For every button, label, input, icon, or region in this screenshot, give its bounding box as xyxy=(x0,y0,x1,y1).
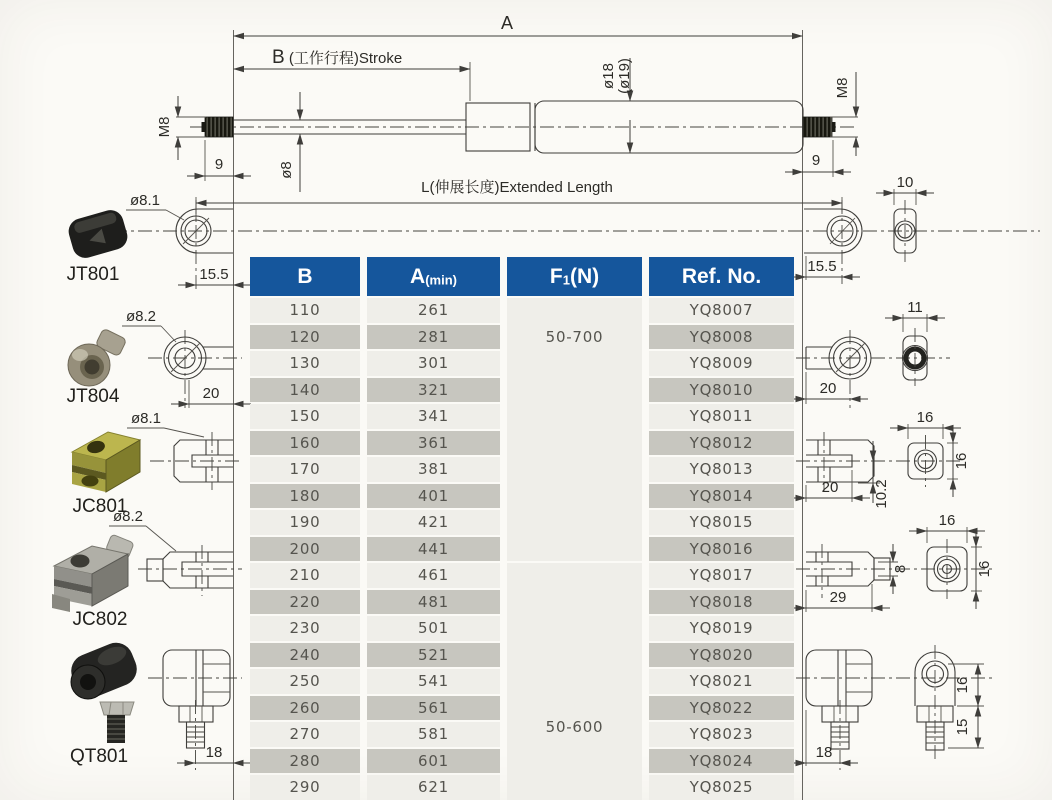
cell-length-a: 581 xyxy=(367,722,500,747)
col-header-force: F1(N) xyxy=(507,257,642,296)
cell-stroke-b: 170 xyxy=(250,457,360,482)
jt804-photo xyxy=(68,328,127,386)
cell-ref-no: YQ8009 xyxy=(649,351,794,376)
cell-stroke-b: 280 xyxy=(250,749,360,774)
ballstud-thread-len-dim: 15 xyxy=(954,718,971,736)
cell-length-a: 481 xyxy=(367,590,500,615)
col-header-ref-no: Ref. No. xyxy=(649,257,794,296)
cell-length-a: 621 xyxy=(367,775,500,800)
cell-stroke-b: 190 xyxy=(250,510,360,535)
cell-length-a: 421 xyxy=(367,510,500,535)
cell-length-a: 521 xyxy=(367,643,500,668)
clevis1-length-dim: 20 xyxy=(821,479,839,496)
clevis1-face-w-dim: 16 xyxy=(916,409,934,426)
jc801-label: JC801 xyxy=(72,496,128,517)
clevis1-end-view xyxy=(890,409,970,497)
svg-text:15.5: 15.5 xyxy=(199,266,229,283)
spec-row xyxy=(250,563,794,588)
dim-tube-dia-alt-label: (ø19) xyxy=(616,58,633,94)
jt801-hole-dia-label: ø8.1 xyxy=(129,192,161,209)
jt801-photo xyxy=(66,207,131,261)
ball-width-dim: 11 xyxy=(907,299,923,316)
col-header-stroke-b: B xyxy=(250,257,360,296)
cell-length-a: 321 xyxy=(367,378,500,403)
cell-stroke-b: 110 xyxy=(250,298,360,323)
cell-stroke-b: 140 xyxy=(250,378,360,403)
clevis1-face-h-dim: 16 xyxy=(953,452,970,470)
qt801-photo xyxy=(66,638,142,743)
spec-table-body xyxy=(250,298,794,800)
dim-thread-right-label: M8 xyxy=(834,77,851,99)
clevis2-face-h-dim: 16 xyxy=(976,560,993,578)
eyelet-length-dim: 15.5 xyxy=(807,258,837,275)
cell-stroke-b: 210 xyxy=(250,563,360,588)
thread-left xyxy=(205,117,233,137)
cell-length-a: 601 xyxy=(367,749,500,774)
jc802-hole-dia-label: ø8.2 xyxy=(112,508,144,525)
cell-length-a: 341 xyxy=(367,404,500,429)
cell-ref-no: YQ8010 xyxy=(649,378,794,403)
cell-stroke-b: 120 xyxy=(250,325,360,350)
col-header-length-a: A(min) xyxy=(367,257,500,296)
dim-thread-left-label: M8 xyxy=(156,116,173,138)
jt804-hole-dia-label: ø8.2 xyxy=(125,308,157,325)
svg-text:20: 20 xyxy=(202,385,220,402)
cell-stroke-b: 240 xyxy=(250,643,360,668)
cell-ref-no: YQ8021 xyxy=(649,669,794,694)
cell-stroke-b: 150 xyxy=(250,404,360,429)
cell-ref-no: YQ8014 xyxy=(649,484,794,509)
cell-length-a: 561 xyxy=(367,696,500,721)
cell-length-a: 541 xyxy=(367,669,500,694)
cell-stroke-b: 270 xyxy=(250,722,360,747)
cell-ref-no: YQ8016 xyxy=(649,537,794,562)
cell-length-a: 501 xyxy=(367,616,500,641)
cell-length-a: 281 xyxy=(367,325,500,350)
dim-overall-length-label: A xyxy=(500,13,514,33)
jc801-hole-dia-label: ø8.1 xyxy=(130,410,162,427)
clevis1-right-side-view xyxy=(788,432,890,509)
cell-ref-no: YQ8007 xyxy=(649,298,794,323)
cell-stroke-b: 160 xyxy=(250,431,360,456)
ballstud-body-h-dim: 16 xyxy=(954,676,971,694)
dim-extended-length-label: L(伸展长度)Extended Length xyxy=(421,179,613,196)
clevis2-length-dim: 29 xyxy=(829,589,847,606)
jc802-label: JC802 xyxy=(72,609,128,630)
ballstud-length-dim: 18 xyxy=(815,744,833,761)
cell-length-a: 441 xyxy=(367,537,500,562)
clevis1-depth-dim: 10.2 xyxy=(873,479,890,509)
thread-right xyxy=(803,117,832,137)
cell-stroke-b: 130 xyxy=(250,351,360,376)
qt801-label: QT801 xyxy=(69,746,129,767)
spec-header-row xyxy=(250,257,794,296)
cell-stroke-b: 230 xyxy=(250,616,360,641)
jt804-width-dim xyxy=(171,380,251,408)
cell-ref-no: YQ8018 xyxy=(649,590,794,615)
cell-ref-no: YQ8017 xyxy=(649,563,794,588)
clevis2-slot-dim: 8 xyxy=(892,564,909,574)
cell-stroke-b: 260 xyxy=(250,696,360,721)
eyelet-width-dim: 10 xyxy=(896,174,914,191)
cell-length-a: 401 xyxy=(367,484,500,509)
cell-length-a: 461 xyxy=(367,563,500,588)
cell-ref-no: YQ8023 xyxy=(649,722,794,747)
jt801-width-dim xyxy=(178,266,251,285)
cell-ref-no: YQ8020 xyxy=(649,643,794,668)
dim-thread-len-right-label: 9 xyxy=(811,152,821,169)
dim-stroke-label: B (工作行程)Stroke xyxy=(272,47,403,68)
cell-length-a: 381 xyxy=(367,457,500,482)
svg-text:18: 18 xyxy=(205,744,223,761)
jt804-label: JT804 xyxy=(66,386,120,407)
cell-ref-no: YQ8011 xyxy=(649,404,794,429)
gas-spring-side-view xyxy=(190,101,858,153)
cell-stroke-b: 250 xyxy=(250,669,360,694)
jc801-side-view xyxy=(127,428,233,490)
cell-length-a: 301 xyxy=(367,351,500,376)
cell-force-range: 50-600 xyxy=(507,563,642,800)
cell-length-a: 361 xyxy=(367,431,500,456)
main-drawing-dimensions xyxy=(156,13,858,222)
cell-stroke-b: 180 xyxy=(250,484,360,509)
cell-ref-no: YQ8024 xyxy=(649,749,794,774)
ballstud-front-view xyxy=(915,645,984,760)
dim-tube-dia-label: ø18 xyxy=(600,63,617,89)
dim-rod-dia-label: ø8 xyxy=(278,161,295,179)
clevis2-right-side-view xyxy=(788,544,909,612)
ball-length-dim: 20 xyxy=(819,380,837,397)
spec-row xyxy=(250,298,794,323)
clevis2-end-view xyxy=(909,512,993,609)
cell-ref-no: YQ8012 xyxy=(649,431,794,456)
jc802-photo xyxy=(52,534,134,612)
cell-length-a: 261 xyxy=(367,298,500,323)
jt801-label: JT801 xyxy=(66,264,120,285)
cell-stroke-b: 220 xyxy=(250,590,360,615)
cell-force-range: 50-700 xyxy=(507,298,642,561)
qt801-width-dim xyxy=(177,744,251,763)
eyelet-end-view xyxy=(876,174,934,262)
cell-ref-no: YQ8019 xyxy=(649,616,794,641)
cell-ref-no: YQ8022 xyxy=(649,696,794,721)
spec-table xyxy=(243,255,801,800)
cell-ref-no: YQ8013 xyxy=(649,457,794,482)
ball-end-view xyxy=(885,299,945,386)
cell-ref-no: YQ8008 xyxy=(649,325,794,350)
jc801-photo xyxy=(72,432,140,492)
dim-thread-len-left-label: 9 xyxy=(214,156,224,173)
cell-ref-no: YQ8025 xyxy=(649,775,794,800)
cell-ref-no: YQ8015 xyxy=(649,510,794,535)
clevis2-face-w-dim: 16 xyxy=(938,512,956,529)
cell-stroke-b: 290 xyxy=(250,775,360,800)
cell-stroke-b: 200 xyxy=(250,537,360,562)
